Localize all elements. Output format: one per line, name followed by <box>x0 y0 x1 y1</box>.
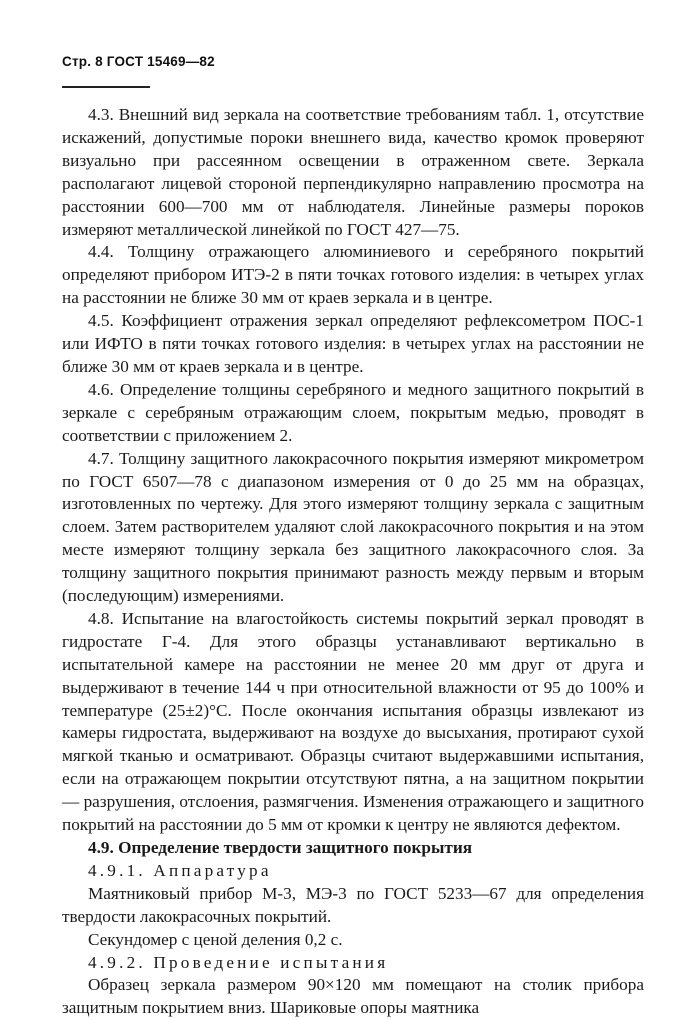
header-rule <box>62 86 150 88</box>
paragraph-4-5: 4.5. Коэффициент отражения зеркал определяют рефлексометром ПОС-1 или ИФТО в пяти точках готового изделия: в четырех углах на расстоянии не ближе 30 мм от краев зеркала и в центре. <box>62 311 644 376</box>
paragraph-4-9-1-stopwatch: Секундомер с ценой деления 0,2 с. <box>88 929 343 949</box>
paragraph-4-7: 4.7. Толщину защитного лакокрасочного покрытия измеряют микрометром по ГОСТ 6507—78 с диапазоном измерения от 0 до 25 мм на образцах, изготовленных по чертежу. Для этого измеряют толщину зеркала с защитным слоем. Затем растворителем удаляют слой лакокрасочного покрытия и на этом месте измеряют толщину зеркала без защитного лакокрасочного слоя. За толщину защитного покрытия принимают разность между первым и вторым (последующим) измерениями. <box>62 448 644 606</box>
paragraph-4-6: 4.6. Определение толщины серебряного и медного защитного покрытий в зеркале с серебряным отражающим слоем, покрытым медью, проводят в соответствии с приложением 2. <box>62 379 644 445</box>
paragraph-4-4: 4.4. Толщину отражающего алюминиевого и серебряного покрытий определяют прибором ИТЭ-2 в пяти точках готового изделия: в четырех углах на расстоянии не ближе 30 мм от краев зеркала и в центре. <box>62 242 644 308</box>
document-body <box>62 104 644 1020</box>
document-page <box>62 52 644 1020</box>
subsection-heading-4-9-1: 4.9.1. Аппаратура <box>88 860 272 880</box>
paragraph-4-8: 4.8. Испытание на влагостойкость системы покрытий зеркал проводят в гидростате Г-4. Для этого образцы устанавливают вертикально в испытательной камере на расстоянии не менее 20 мм друг от друга и выдерживают в течение 144 ч при относительной влажности от 95 до 100% и температуре (25±2)°С. После окончания испытания образцы извлекают из камеры гидростата, выдерживают на воздухе до высыхания, протирают сухой мягкой тканью и осматривают. Образцы считают выдержавшими испытания, если на отражающем покрытии отсутствуют пятна, а на защитном покрытии — разрушения, отслоения, размягчения. Изменения отражающего и защитного покрытий на расстоянии до 5 мм от кромки к центру не являются дефектом. <box>62 608 644 835</box>
subsection-heading-4-9-2: 4.9.2. Проведение испытания <box>88 952 389 972</box>
paragraph-4-9-2-text: Образец зеркала размером 90×120 мм помещают на столик прибора защитным покрытием вниз. Шариковые опоры маятника <box>62 975 644 1018</box>
paragraph-4-9-1-apparatus: Маятниковый прибор М-3, МЭ-3 по ГОСТ 5233—67 для определения твердости лакокрасочных покрытий. <box>62 883 644 926</box>
running-header: Стр. 8 ГОСТ 15469—82 <box>62 54 215 69</box>
paragraph-4-3: 4.3. Внешний вид зеркала на соответствие требованиям табл. 1, отсутствие искажений, допустимые пороки внешнего вида, качество кромок проверяют визуально при рассеянном освещении в отраженном свете. Зеркала располагают лицевой стороной перпендикулярно направлению просмотра на расстоянии 600—700 мм от наблюдателя. Линейные размеры пороков измеряют металлической линейкой по ГОСТ 427—75. <box>62 105 644 239</box>
section-heading-4-9: 4.9. Определение твердости защитного покрытия <box>88 838 473 857</box>
